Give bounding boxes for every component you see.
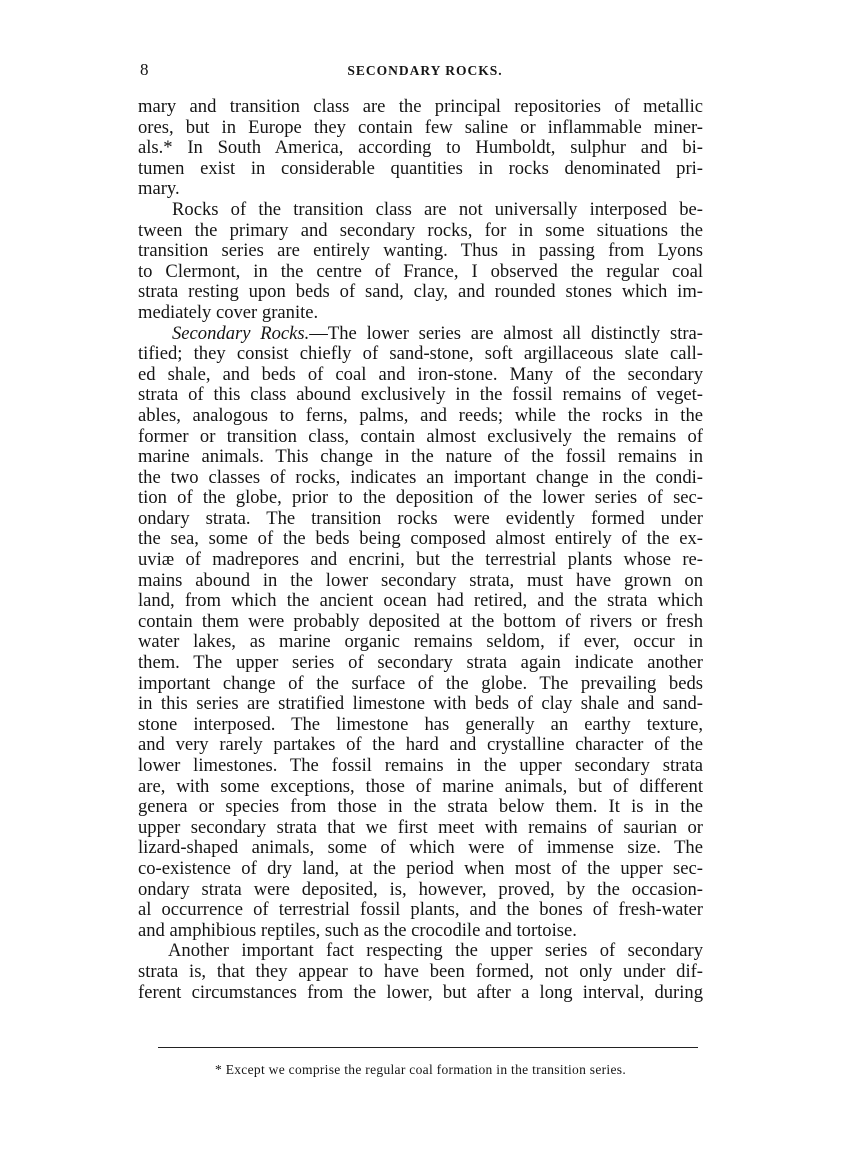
text-line: strata is, that they appear to have been formed, not only under dif- [138,960,703,982]
text-line: marine animals. This change in the nature of the fossil remains in [138,446,703,468]
running-head: SECONDARY ROCKS. [347,63,503,78]
text-line: al occurrence of terrestrial fossil plants, and the bones of fresh-water [138,899,703,921]
text-line: in this series are stratified limestone with beds of clay shale and sand- [138,693,703,715]
text-line: uviæ of madrepores and encrini, but the terrestrial plants whose re- [138,549,703,571]
text-line: ed shale, and beds of coal and iron-stone. Many of the secondary [138,363,703,385]
text-line: stone interposed. The limestone has generally an earthy texture, [138,713,703,735]
footnote: * Except we comprise the regular coal formation in the transition series. [214,1062,627,1077]
text-line: ables, analogous to ferns, palms, and reeds; while the rocks in the [138,404,703,426]
text-line: tumen exist in considerable quantities in rocks denominated pri- [138,157,703,179]
text-line: Rocks of the transition class are not universally interposed be- [172,198,703,220]
text-line: ores, but in Europe they contain few saline or inflammable miner- [138,116,703,138]
text-line: are, with some exceptions, those of marine animals, but of different [138,775,703,797]
footnote-rule [158,1047,698,1048]
text-line: to Clermont, in the centre of France, I observed the regular coal [138,260,703,282]
text-line: mary. [138,178,180,200]
page-number: 8 [140,60,149,79]
text-line: ferent circumstances from the lower, but after a long interval, during [138,981,703,1003]
text-line: water lakes, as marine organic remains seldom, if ever, occur in [138,631,703,653]
text-line: genera or species from those in the strata below them. It is in the [138,796,703,818]
text-line: mediately cover granite. [138,301,319,323]
text-line: lower limestones. The fossil remains in the upper secondary strata [138,755,703,776]
text-line: and amphibious reptiles, such as the crocodile and tortoise. [138,919,577,941]
text-line: them. The upper series of secondary strata again indicate another [138,652,703,674]
text-line: upper secondary strata that we first meet with remains of saurian or [138,816,703,838]
text-line: important change of the surface of the globe. The prevailing beds [138,672,703,694]
text-line: tion of the globe, prior to the deposition of the lower series of sec- [138,487,703,509]
text-line: lizard-shaped animals, some of which were of immense size. The [138,837,703,859]
text-line: ondary strata. The transition rocks were evidently formed under [138,507,703,529]
text-line: mary and transition class are the principal repositories of metallic [138,96,703,117]
section-heading-rest: —The lower series are almost all distinctly stra- [309,322,703,344]
text-line: transition series are entirely wanting. Thus in passing from Lyons [138,240,703,262]
text-line: contain them were probably deposited at the bottom of rivers or fresh [138,610,703,632]
text-line: and very rarely partakes of the hard and crystalline character of the [138,734,703,756]
text-line: land, from which the ancient ocean had retired, and the strata which [138,590,703,612]
text-line: strata resting upon beds of sand, clay, and rounded stones which im- [138,281,703,303]
text-line: the sea, some of the beds being composed almost entirely of the ex- [138,528,703,550]
page-header [140,60,710,84]
text-line: the two classes of rocks, indicates an important change in the condi- [138,466,703,488]
section-heading: Secondary Rocks. [172,322,310,344]
text-line: Another important fact respecting the upper series of secondary [168,940,703,962]
text-line: als.* In South America, according to Humboldt, sulphur and bi- [138,137,703,159]
text-line: ondary strata were deposited, is, however, proved, by the occasion- [138,878,703,900]
text-line: tween the primary and secondary rocks, for in some situations the [138,219,703,241]
text-line: strata of this class abound exclusively in the fossil remains of veget- [138,384,703,406]
section-heading-line [138,324,703,345]
body-text [138,97,703,1003]
text-line: mains abound in the lower secondary strata, must have grown on [138,569,703,591]
text-line: tified; they consist chiefly of sand-stone, soft argillaceous slate call- [138,343,703,365]
text-line: former or transition class, contain almost exclusively the remains of [138,425,703,447]
text-line: co-existence of dry land, at the period when most of the upper sec- [138,857,703,879]
